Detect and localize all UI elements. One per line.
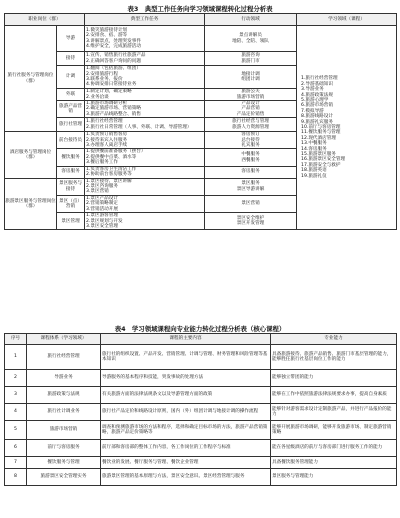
- table4-caption: 表4 学习领域课程向专业能力转化过程分析表（核心课程）: [114, 325, 286, 333]
- cell-line: 12.现代酒店管理: [301, 135, 336, 141]
- cell-line: 7.模拟导游: [301, 108, 324, 114]
- t4-header-ability: 专业能力: [271, 334, 397, 345]
- post-group: 旅游景区服务与管理岗位（群）: [5, 178, 57, 230]
- course-content: 餐饮业的发展、餐厅服务与管理、餐饮企业管理: [101, 457, 271, 469]
- cell-line: 礼宾服务: [241, 143, 260, 149]
- ability-cell: 景区服务与管理能力: [271, 469, 397, 486]
- table-row: [5, 440, 397, 457]
- course-content: 前厅部和客房部的整体工作内容，各工作岗位的工作程序与标准: [101, 440, 271, 457]
- cell-line: 17.旅游安全与救护: [301, 162, 341, 168]
- cell-line: 景区开发管理: [236, 221, 265, 227]
- cell-line: 景区安全维护: [236, 215, 265, 221]
- cell-line: 1.负责预订销售客房: [86, 132, 128, 138]
- table3: [4, 13, 397, 230]
- cell-line: 1.旅行社经营管理: [301, 76, 338, 82]
- cell-line: 3.景区营销: [86, 189, 109, 195]
- task-cell: [85, 101, 205, 118]
- post-sub: 客房服务: [57, 166, 85, 178]
- row-number: 4: [5, 404, 27, 421]
- cell-line: 1.负责客房卫生清洁工作: [86, 166, 137, 172]
- cell-line: 西餐服务: [241, 157, 260, 163]
- cell-line: 2.接待来宾入住服务: [86, 137, 128, 143]
- row-number: 5: [5, 421, 27, 440]
- cell-line: 3.旅游产品线路整合、销售: [86, 111, 141, 117]
- area-cell: [205, 195, 297, 212]
- cell-line: 4.旅游政策法规: [301, 92, 333, 98]
- course-name: 餐饮服务与管理: [27, 457, 101, 469]
- table3-caption: 表3 典型工作任务向学习领域课程转化过程分析表: [127, 5, 273, 13]
- table-row: [5, 404, 397, 421]
- course-name: 旅游市场营销: [27, 421, 101, 440]
- table-row: [5, 345, 397, 370]
- cell-line: 1.宣传、销售旅行社旅游产品: [86, 53, 146, 59]
- cell-line: 景区营销: [241, 201, 260, 207]
- post-sub: 外联: [57, 89, 85, 101]
- cell-line: 旅游人力资源管理: [232, 124, 269, 130]
- task-cell: [85, 118, 205, 132]
- cell-line: 6.旅游市场营销: [301, 103, 333, 109]
- cell-line: 1.旅游市场调研分析: [86, 101, 128, 106]
- t3-header-area: 行动领域: [205, 14, 297, 26]
- course-content: 旅行社产品定价和线路设计原则，国内（外）组团计调与地接计调的操作流程: [101, 404, 271, 421]
- cell-line: 1.景区产品设计: [86, 195, 118, 201]
- ability-cell: 具备旅游接待、旅游产品销售、旅游门市基层管理的能力，能够胜任旅行社基层岗位工作的能力: [271, 345, 397, 370]
- row-number: 6: [5, 440, 27, 457]
- row-number: 2: [5, 370, 27, 387]
- ability-cell: 能够独立带团的能力: [271, 370, 397, 387]
- cell-line: 旅游咨询: [241, 53, 260, 59]
- post-sub: 景区管理: [57, 213, 85, 230]
- table-row: [5, 370, 397, 387]
- cell-line: 18.旅游英语: [301, 168, 327, 174]
- cell-line: 11.餐饮服务与管理: [301, 130, 341, 136]
- post-sub: 接待: [57, 52, 85, 66]
- cell-line: 客房预订: [241, 132, 260, 138]
- area-cell: [205, 213, 297, 230]
- task-cell: [85, 178, 205, 195]
- cell-line: 景点讲解员: [239, 33, 262, 39]
- post-sub: 计调: [57, 66, 85, 89]
- course-list: [297, 26, 397, 230]
- cell-line: 16.旅游景区安全管理: [301, 157, 346, 163]
- task-cell: [85, 132, 205, 149]
- area-cell: [205, 66, 297, 89]
- cell-line: 1.景区游客管理: [86, 213, 118, 219]
- ability-cell: 能够开展旅游市场调研，能够开发旅游市场、制定旅游营销策略: [271, 421, 397, 440]
- course-name: 旅行社计调业务: [27, 404, 101, 421]
- t3-header-post: 职业岗位（群）: [5, 14, 85, 26]
- cell-line: 2.导游基础知识: [301, 81, 333, 87]
- cell-line: 10.前厅与客房管理: [301, 124, 341, 130]
- table4: [4, 333, 397, 486]
- cell-line: 14.客房服务: [301, 146, 327, 152]
- cell-line: 19.旅游礼仪: [301, 173, 327, 179]
- task-cell: [85, 213, 205, 230]
- cell-line: 地接计调: [241, 71, 260, 77]
- cell-line: 1.翻阅（包括旅游、组团）: [86, 66, 141, 72]
- course-name: 旅游政策与法规: [27, 387, 101, 404]
- cell-line: 组团计调: [241, 77, 260, 82]
- t4-header-course: 课程体系（学习领域）: [27, 334, 101, 345]
- task-cell: [85, 89, 205, 101]
- cell-line: 地陪、全陪、领队: [232, 38, 269, 44]
- t4-header-content: 课程的主要内容: [101, 334, 271, 345]
- task-cell: [85, 149, 205, 166]
- area-cell: [205, 52, 297, 66]
- cell-line: 3.营销活动开展: [86, 206, 118, 212]
- cell-line: 15.旅游景区服务: [301, 151, 336, 157]
- task-cell: [85, 26, 205, 52]
- cell-line: 9.旅游礼宾服务: [301, 119, 333, 125]
- cell-line: 13.中餐服务: [301, 141, 327, 147]
- cell-line: 3.导游业务: [301, 87, 324, 93]
- cell-line: 1.旅行社经营管理: [86, 119, 123, 125]
- post-sub: 旅游产品营销: [57, 101, 85, 118]
- cell-line: 4.维护安全，完成旅游活动: [86, 43, 141, 49]
- ability-cell: 能够在工作中依照旅游法律法规要求办事，提高自身素质: [271, 387, 397, 404]
- cell-line: 2.提供餐中点菜、酒水等: [86, 154, 137, 160]
- post-sub: 景区（点）营销: [57, 195, 85, 212]
- post-sub: 餐饮服务: [57, 149, 85, 166]
- course-name: 导游业务: [27, 370, 101, 387]
- t4-header-no: 序号: [5, 334, 27, 345]
- cell-line: 4.协调安排日常接待业务: [86, 82, 137, 88]
- course-content: 旅行社的组织设置、产品开发、营销管理、计调与管理、财务管理和风险管理等基本知识: [101, 345, 271, 370]
- cell-line: 1.微笑旅游接待计划: [86, 27, 128, 33]
- cell-line: 旅游门市: [241, 58, 260, 64]
- post-sub: 景区服务与接待: [57, 178, 85, 195]
- post-sub: 导游: [57, 26, 85, 52]
- cell-line: 2.协助前台客房服务等: [86, 172, 132, 178]
- cell-line: 2.安排食、宿、游等: [86, 33, 128, 39]
- cell-line: 景区导游讲解: [236, 186, 265, 192]
- table-row: [5, 469, 397, 486]
- cell-line: 2.景区规划与开发: [86, 218, 123, 224]
- course-name: 旅行社经营管理: [27, 345, 101, 370]
- cell-line: 2.景区咨询服务: [86, 184, 118, 190]
- table-row: [5, 421, 397, 440]
- cell-line: 3.联系业务、报价: [86, 77, 123, 82]
- row-number: 8: [5, 469, 27, 486]
- cell-line: 3.办理客人离店手续: [86, 143, 128, 149]
- course-content: 导游服务的基本程序和技能，突发事故的处理方法: [101, 370, 271, 387]
- cell-line: 产品营销: [241, 106, 260, 112]
- area-cell: [205, 166, 297, 178]
- cell-line: 景区服务: [241, 181, 260, 187]
- table-row: [5, 387, 397, 404]
- row-number: 3: [5, 387, 27, 404]
- post-sub: 前台接待员: [57, 132, 85, 149]
- area-cell: [205, 132, 297, 149]
- cell-line: 中餐服务: [241, 152, 260, 158]
- cell-line: 2.确定旅游市场、营销策略: [86, 106, 141, 112]
- course-content: 有关旅游方面的法律法规条文以及导游管理方面的政策: [101, 387, 271, 404]
- table-row: [5, 26, 397, 52]
- cell-line: 产品定价销售: [236, 111, 265, 117]
- row-number: 1: [5, 345, 27, 370]
- cell-line: 产品设计: [241, 101, 260, 106]
- cell-line: 旅行社经营与管理: [232, 119, 269, 125]
- area-cell: [205, 118, 297, 132]
- t3-header-course: 学习领域（课程）: [297, 14, 397, 26]
- cell-line: 2.安排旅游行程: [86, 71, 118, 77]
- cell-line: 总台接待: [241, 137, 260, 143]
- area-cell: [205, 89, 297, 101]
- task-cell: [85, 52, 205, 66]
- task-cell: [85, 166, 205, 178]
- cell-line: 旅游市场营销: [236, 94, 265, 100]
- cell-line: 1.提供餐前准备服务（摆台）: [86, 149, 146, 155]
- task-cell: [85, 195, 205, 212]
- ability-cell: 能够针对游客需求设计定制旅游产品，并进行产品报价的能力: [271, 404, 397, 421]
- course-name: 旅游景区安全管理实务: [27, 469, 101, 486]
- cell-line: 5.旅游心理学: [301, 97, 329, 103]
- cell-line: 3.讲解景点，处理突发事件: [86, 38, 141, 44]
- area-cell: [205, 26, 297, 52]
- course-content: 旅游景区管理的基本原理与方法，景区安全意识、景区经营管理与服务: [101, 469, 271, 486]
- task-cell: [85, 66, 205, 89]
- cell-line: 2.营销策略制定: [86, 201, 118, 207]
- area-cell: [205, 149, 297, 166]
- cell-line: 3.景区安全管理: [86, 223, 118, 229]
- cell-line: 1.制定计划，确定策略: [86, 89, 132, 95]
- cell-line: 1.景区接待、景区讲解: [86, 178, 132, 184]
- cell-line: 客房服务: [241, 169, 260, 175]
- cell-line: 2.业务洽谈: [86, 94, 109, 100]
- post-sub: 旅行社管理: [57, 118, 85, 132]
- course-name: 前厅与客房服务: [27, 440, 101, 457]
- row-number: 7: [5, 457, 27, 469]
- ability-cell: 具备餐饮服务管理能力: [271, 457, 397, 469]
- course-content: 调查和预测旅游市场的方法和程序，选择和确定目标市场的方法，旅游产品营销策略，旅游产品定价策略等: [101, 421, 271, 440]
- cell-line: 8.旅游线路设计: [301, 114, 333, 120]
- area-cell: [205, 178, 297, 195]
- table-row: [5, 457, 397, 469]
- area-cell: [205, 101, 297, 118]
- ability-cell: 能在各星级酒店的前厅与客房部门进行服务工作的能力: [271, 440, 397, 457]
- cell-line: 2.旅行社日常管理（人事、外联、计调、导游管理）: [86, 124, 192, 130]
- cell-line: 3.餐后服务工作: [86, 160, 118, 166]
- post-group: 旅行社服务与管理岗位（群）: [5, 26, 57, 132]
- t3-header-task: 典型工作任务: [85, 14, 205, 26]
- cell-line: 2.正确回答客户询问的问题: [86, 58, 141, 64]
- cell-line: 旅游公关: [241, 89, 260, 95]
- post-group: 酒店服务与管理岗位（群）: [5, 132, 57, 178]
